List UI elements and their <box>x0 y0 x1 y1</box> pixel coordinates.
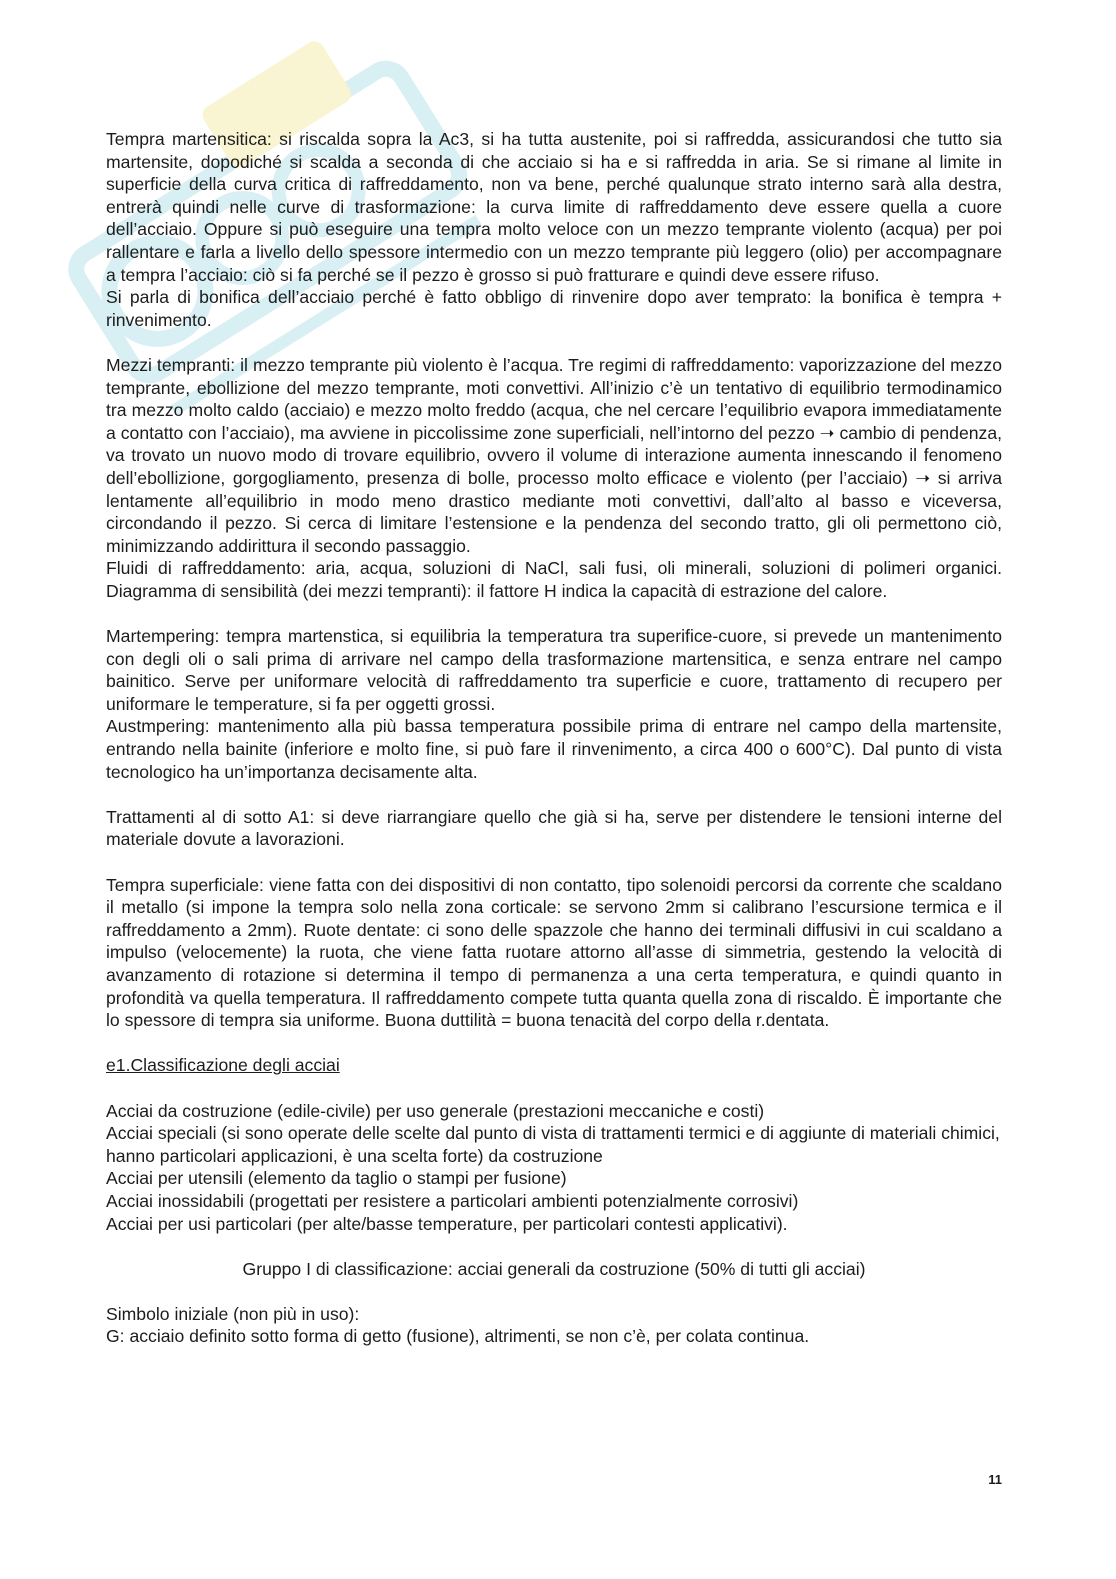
list-item: Acciai per usi particolari (per alte/basse temperature, per particolari contesti applicativi). <box>106 1213 788 1234</box>
symbol-title: Simbolo iniziale (non più in uso): <box>106 1303 360 1324</box>
paragraph-bonifica: Si parla di bonifica dell’acciaio perché è fatto obbligo di rinvenire dopo aver temprato: la bonifica è tempra + rinvenimento. <box>106 287 1002 330</box>
document-body <box>106 128 1002 1348</box>
paragraph-fluidi: Fluidi di raffreddamento: aria, acqua, soluzioni di NaCl, sali fusi, oli minerali, soluzioni di polimeri organici. Diagramma di sensibilità (dei mezzi tempranti): il fattore H indica la capacità di estrazione del calore. <box>106 558 1002 601</box>
paragraph-mezzi-tempranti: Mezzi tempranti: il mezzo temprante più violento è l’acqua. Tre regimi di raffreddamento: vaporizzazione del mezzo temprante, ebollizione del mezzo temprante, moti convettivi. All’inizio c’è un tentativo di equilibrio termodinamico tra mezzo molto caldo (acciaio) e mezzo molto freddo (acqua, che nel cercare l’equilibrio evapora immediatamente a contatto con l’acciaio), ma avviene in piccolissime zone superficiali, nell’intorno del pezzo ➝ cambio di pendenza, va trovato un nuovo modo di trovare equilibrio, ovvero il volume di interazione aumenta innescando il fenomeno dell’ebollizione, gorgogliamento, presenza di bolle, processo molto efficace e violento (per l’acciaio) ➝ si arriva lentamente all’equilibrio in modo meno drastico mediante moti convettivi, dall’alto al basso e viceversa, circondando il pezzo. Si cerca di limitare l’estensione e la pendenza del secondo tratto, gli oli permettono ciò, minimizzando addirittura il secondo passaggio. <box>106 354 1002 556</box>
paragraph-trattamenti-a1: Trattamenti al di sotto A1: si deve riarrangiare quello che già si ha, serve per distendere le tensioni interne del materiale dovute a lavorazioni. <box>106 806 1002 850</box>
page-number: 11 <box>988 1472 1002 1487</box>
list-item: Acciai per utensili (elemento da taglio o stampi per fusione) <box>106 1168 567 1189</box>
section-heading: e1.Classificazione degli acciai <box>106 1055 340 1076</box>
paragraph-tempra-superficiale: Tempra superficiale: viene fatta con dei dispositivi di non contatto, tipo solenoidi percorsi da corrente che scaldano il metallo (si impone la tempra solo nella zona corticale: se servono 2mm si calibrano l’escursione termica e il raffreddamento a 2mm). Ruote dentate: ci sono delle spazzole che hanno dei terminali diffusivi in cui scaldano a impulso (velocemente) la ruota, che viene fatta ruotare attorno all’asse di simmetria, gestendo la velocità di avanzamento di rotazione si determina il tempo di permanenza a una certa temperatura, e quindi quanto in profondità va quella temperatura. Il raffreddamento compete tutta quanta quella zona di riscaldo. È importante che lo spessore di tempra sia uniforme. Buona duttilità = buona tenacità del corpo della r.dentata. <box>106 874 1002 1031</box>
paragraph-austempering: Austmpering: mantenimento alla più bassa temperatura possibile prima di entrare nel campo della martensite, entrando nella bainite (inferiore e molto fine, si può fare il rinvenimento, a circa 400 o 600°C). Dal punto di vista tecnologico ha un’importanza decisamente alta. <box>106 716 1002 782</box>
paragraph-martempering: Martempering: tempra martenstica, si equilibria la temperatura tra superifice-cuore, si prevede un mantenimento con degli oli o sali prima di arrivare nel campo della trasformazione martensitica, e senza entrare nel campo bainitico. Serve per uniformare velocità di raffreddamento tra superficie e cuore, trattamento di recupero per uniformare le temperature, si fa per oggetti grossi. <box>106 626 1002 714</box>
list-item: Acciai speciali (si sono operate delle scelte dal punto di vista di trattamenti termici e di aggiunte di materiali chimici, hanno particolari applicazioni, è una scelta forte) da costruzione <box>106 1123 1000 1166</box>
symbol-g-description: G: acciaio definito sotto forma di getto (fusione), altrimenti, se non c’è, per colata continua. <box>106 1326 810 1347</box>
paragraph-tempra-martensitica: Tempra martensitica: si riscalda sopra la Ac3, si ha tutta austenite, poi si raffredda, assicurandosi che tutto sia martensite, dopodiché si scalda a seconda di che acciaio si ha e si raffredda in aria. Se si rimane al limite in superficie della curva critica di raffreddamento, non va bene, perché qualunque strato interno sarà alla destra, entrerà quindi nelle curve di trasformazione: la curva limite di raffreddamento deve essere quella a cuore dell’acciaio. Oppure si può eseguire una tempra molto veloce con un mezzo temprante violento (acqua) per poi rallentare e farla a livello dello spessore intermedio con un mezzo temprante più leggero (olio) per accompagnare a tempra l’acciaio: ciò si fa perché se il pezzo è grosso si può fratturare e quindi deve essere rifuso. <box>106 129 1002 285</box>
group-title: Gruppo I di classificazione: acciai generali da costruzione (50% di tutti gli acciai) <box>242 1258 866 1279</box>
list-item: Acciai da costruzione (edile-civile) per uso generale (prestazioni meccaniche e costi) <box>106 1100 765 1121</box>
list-item: Acciai inossidabili (progettati per resistere a particolari ambienti potenzialmente corrosivi) <box>106 1190 799 1211</box>
